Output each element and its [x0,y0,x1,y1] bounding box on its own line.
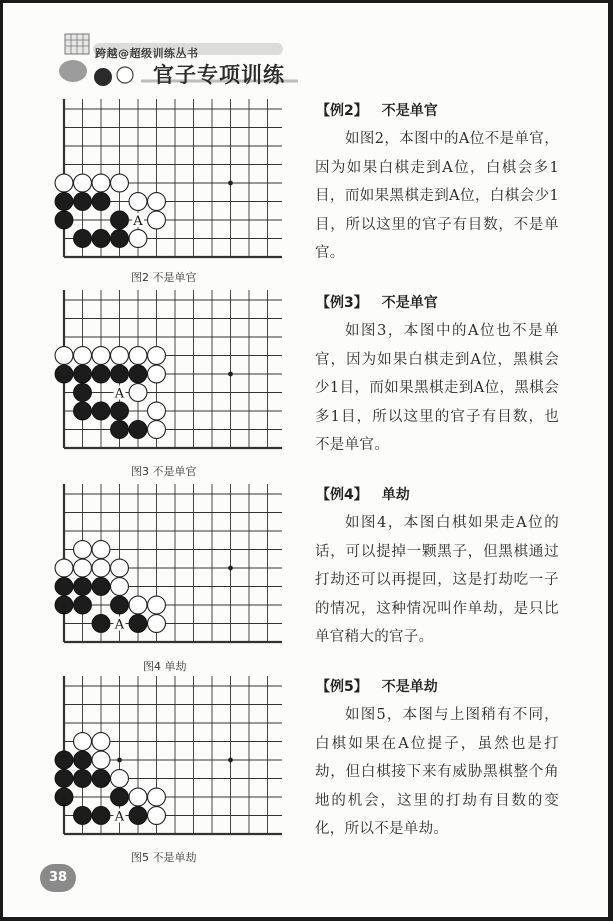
white-stone [55,347,73,365]
figure-2-caption: 图2 不是单官 [131,271,197,284]
black-stone [74,402,92,420]
example-4-text: 如图4，本图白棋如果走A位的话，可以提掉一颗黑子，但黑棋通过打劫还可以再提回，这是打劫吃一子的情况，这种情况叫作单劫，是只比单官稍大的官子。 [315,515,559,645]
book-page [3,3,608,917]
black-stone [92,807,110,825]
example-2-title: 不是单官 [381,103,438,119]
go-board-figure-5 [52,676,282,844]
series-title: 跨越@超级训练丛书 [95,47,199,60]
black-stone [74,578,92,596]
black-stone [55,751,73,769]
white-stone [92,347,110,365]
white-stone [74,733,92,751]
book-title: 官子专项训练 [153,63,285,87]
white-stone [148,193,166,211]
black-stone [92,193,110,211]
black-stone [111,365,129,383]
black-stone [129,421,147,439]
white-stone [129,788,147,806]
black-stone [129,365,147,383]
black-stone [55,365,73,383]
black-stone [74,770,92,788]
black-stone [111,788,129,806]
black-stone [74,807,92,825]
white-stone [55,559,73,577]
point-label-a: A [133,214,143,229]
star-point [228,372,233,377]
black-stone [74,751,92,769]
black-stone [55,770,73,788]
white-stone [111,559,129,577]
white-stone [55,174,73,192]
example-2-text: 如图2，本图中的A位不是单官，因为如果白棋走到A位，白棋会多1目，而如果黑棋走到A位，白棋会少1目，所以这里的官子有目数，不是单官。 [315,131,559,261]
point-label-a: A [114,386,125,402]
star-point [228,181,233,186]
example-2-heading [316,100,438,120]
figure-3-caption: 图3 不是单官 [131,465,197,478]
white-stone [148,807,166,825]
example-5-heading [316,676,438,696]
white-stone [129,384,147,402]
white-stone [111,770,129,788]
black-stone [92,230,110,248]
black-stone [74,384,92,402]
white-stone [129,230,147,248]
white-stone [148,347,166,365]
example-4-title: 单劫 [381,487,410,503]
black-stone [92,402,110,420]
example-3-heading [316,292,438,312]
figure-5-caption: 图5 不是单劫 [131,851,197,864]
go-board-figure-3 [52,290,282,458]
example-4-number: 【例4】 [316,487,368,503]
example-5-title: 不是单劫 [381,679,438,695]
black-stone [74,230,92,248]
black-stone [111,421,129,439]
white-stone [148,788,166,806]
go-board-figure-2 [52,99,282,267]
black-stone [111,402,129,420]
white-stone [148,365,166,383]
black-stone [111,230,129,248]
white-stone [92,733,110,751]
example-3-text: 如图3，本图中的A位也不是单官，因为如果白棋走到A位，黑棋会少1目，而如果黑棋走到A位，黑棋会多1目，所以这里的官子有目数，也不是单官。 [315,323,559,453]
white-stone [129,193,147,211]
white-stone [92,541,110,559]
white-stone [148,615,166,633]
black-stone [55,788,73,806]
example-3-title: 不是单官 [381,295,438,311]
white-stone [92,174,110,192]
black-stone [92,578,110,596]
black-stone [111,211,129,229]
black-stone [111,596,129,614]
black-stone [92,615,110,633]
go-board-figure-4 [52,484,282,652]
white-stone [111,578,129,596]
black-stone [92,770,110,788]
white-stone [111,347,129,365]
white-stone [74,559,92,577]
white-stone [74,347,92,365]
white-stone [92,559,110,577]
black-stone [55,596,73,614]
black-stone [74,365,92,383]
black-stone [74,193,92,211]
star-point [228,758,233,763]
white-stone [148,421,166,439]
black-stone [74,596,92,614]
white-stone [92,751,110,769]
example-2-number: 【例2】 [316,103,368,119]
black-stone [55,578,73,596]
figure-4-caption: 图4 单劫 [143,660,187,673]
white-stone [148,596,166,614]
white-stone [74,174,92,192]
black-stone [55,211,73,229]
white-stone [129,347,147,365]
example-5-text: 如图5，本图与上图稍有不同，白棋如果在A位提子，虽然也是打劫，但白棋接下来有威胁黑棋整个角地的机会，这里的打劫有目数的变化，所以不是单劫。 [315,707,559,837]
black-stone [55,193,73,211]
black-stone [129,807,147,825]
star-point [117,758,122,763]
white-stone [74,541,92,559]
black-stone [92,365,110,383]
page-number: 38 [48,870,68,885]
point-label-a: A [114,617,125,633]
point-label-a: A [114,809,125,825]
white-stone [148,402,166,420]
white-stone [148,211,166,229]
star-point [228,566,233,571]
black-stone [129,615,147,633]
white-stone [111,174,129,192]
example-4-heading [316,484,410,504]
example-5-number: 【例5】 [316,679,368,695]
white-stone [129,596,147,614]
example-3-number: 【例3】 [316,295,368,311]
